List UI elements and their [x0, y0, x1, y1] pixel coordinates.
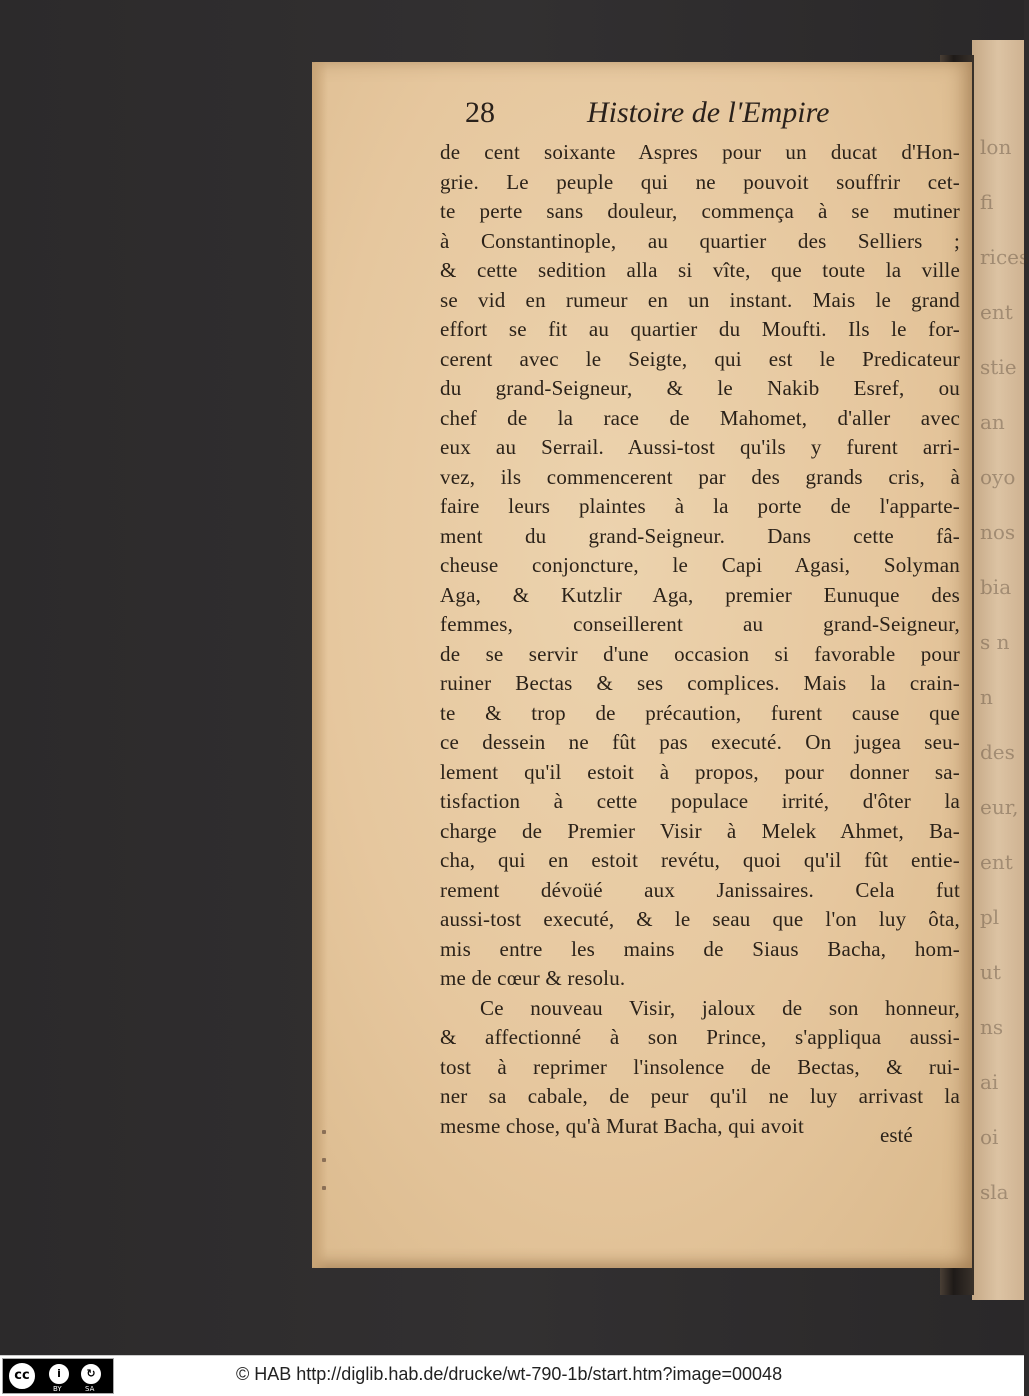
facing-page-fragment: pl	[980, 905, 1000, 929]
facing-page-fragment: ent	[980, 850, 1013, 874]
text-line: se vid en rumeur en un instant. Mais le grand	[440, 287, 960, 312]
cc-icon: cc	[7, 1361, 37, 1391]
text-line: effort se fit au quartier du Moufti. Ils le for-	[440, 317, 960, 341]
text-line: ment du grand-Seigneur. Dans cette fâ-	[440, 523, 960, 548]
text-line: tost à reprimer l'insolence de Bectas, & rui-	[440, 1054, 960, 1079]
text-line: ner sa cabale, de peur qu'il ne luy arrivast la	[440, 1084, 960, 1108]
facing-page-fragment: ai	[980, 1070, 999, 1094]
facing-page-fragment: des	[980, 740, 1015, 764]
facing-page-fragment: an	[980, 410, 1005, 434]
text-line: de se servir d'une occasion si favorable pour	[440, 641, 960, 666]
facing-page-fragment: stie	[980, 355, 1017, 379]
sa-label: SA	[85, 1385, 95, 1393]
text-line: faire leurs plaintes à la porte de l'apparte-	[440, 494, 960, 518]
page-edge	[312, 62, 328, 1268]
text-line: cerent avec le Seigte, qui est le Predicateur	[440, 346, 960, 371]
text-line: Aga, & Kutzlir Aga, premier Eunuque des	[440, 582, 960, 607]
text-line: mis entre les mains de Siaus Bacha, hom-	[440, 936, 960, 961]
facing-page-fragment: ns	[980, 1015, 1004, 1039]
text-line: ce dessein ne fût pas executé. On jugea seu-	[440, 730, 960, 754]
running-head	[465, 96, 885, 140]
text-line: charge de Premier Visir à Melek Ahmet, Ba-	[440, 818, 960, 843]
facing-page-fragment: ent	[980, 300, 1013, 324]
text-line: de cent soixante Aspres pour un ducat d'Hon-	[440, 140, 960, 164]
facing-page-fragment: sla	[980, 1180, 1009, 1204]
share-alike-icon: ↻	[79, 1362, 103, 1386]
facing-page-fragment: n	[980, 685, 993, 709]
running-title: Histoire de l'Empire	[587, 96, 830, 129]
text-line: lement qu'il estoit à propos, pour donner sa-	[440, 759, 960, 784]
attribution-icon: i	[47, 1362, 71, 1386]
text-line: me de cœur & resolu.	[440, 966, 626, 990]
text-line: rement dévoüé aux Janissaires. Cela fut	[440, 877, 960, 902]
catchword: esté	[880, 1123, 913, 1147]
facing-page	[972, 40, 1029, 1300]
text-line: mesme chose, qu'à Murat Bacha, qui avoit	[440, 1113, 805, 1138]
text-line: Ce nouveau Visir, jaloux de son honneur,	[480, 995, 960, 1020]
text-line: cheuse conjoncture, le Capi Agasi, Solyman	[440, 553, 960, 577]
facing-page-fragment: s n	[980, 630, 1010, 654]
text-line: & affectionné à son Prince, s'appliqua aussi-	[440, 1025, 960, 1049]
footer-bar	[0, 1355, 1024, 1396]
text-line: grie. Le peuple qui ne pouvoit souffrir cet-	[440, 169, 960, 194]
page-number: 28	[465, 96, 495, 129]
facing-page-fragment: rices	[980, 245, 1029, 269]
text-line: te perte sans douleur, commença à se mutiner	[440, 199, 960, 223]
text-line: & cette sedition alla si vîte, que toute la ville	[440, 258, 960, 282]
facing-page-fragment: fi	[980, 190, 994, 214]
text-line: vez, ils commencerent par des grands cris, à	[440, 464, 960, 489]
facing-page-fragment: ut	[980, 960, 1001, 984]
facing-page-fragment: oi	[980, 1125, 999, 1149]
text-line: ruiner Bectas & ses complices. Mais la crain-	[440, 671, 960, 695]
page-margin-marks	[322, 1130, 332, 1210]
text-line: du grand-Seigneur, & le Nakib Esref, ou	[440, 376, 960, 400]
text-line: eux au Serrail. Aussi-tost qu'ils y furent arri-	[440, 435, 960, 459]
text-line: cha, qui en estoit revétu, quoi qu'il fût entie-	[440, 848, 960, 872]
by-label: BY	[53, 1385, 62, 1393]
facing-page-fragment: oyo	[980, 465, 1016, 489]
facing-page-fragment: lon	[980, 135, 1012, 159]
text-line: chef de la race de Mahomet, d'aller avec	[440, 405, 960, 430]
text-line: à Constantinople, au quartier des Selliers ;	[440, 228, 960, 253]
page-text	[440, 138, 960, 1141]
text-line: tisfaction à cette populace irrité, d'ôter la	[440, 789, 960, 813]
text-line: femmes, conseillerent au grand-Seigneur,	[440, 612, 960, 636]
facing-page-fragment: eur,	[980, 795, 1019, 819]
text-line: te & trop de précaution, furent cause que	[440, 700, 960, 725]
cc-license-badge[interactable]	[2, 1358, 114, 1394]
text-line: aussi-tost executé, & le seau que l'on luy ôta,	[440, 907, 960, 931]
facing-page-fragment: bia	[980, 575, 1012, 599]
facing-page-fragment: nos	[980, 520, 1016, 544]
source-link[interactable]: © HAB http://diglib.hab.de/drucke/wt-790-1b/start.htm?image=00048	[236, 1364, 783, 1384]
